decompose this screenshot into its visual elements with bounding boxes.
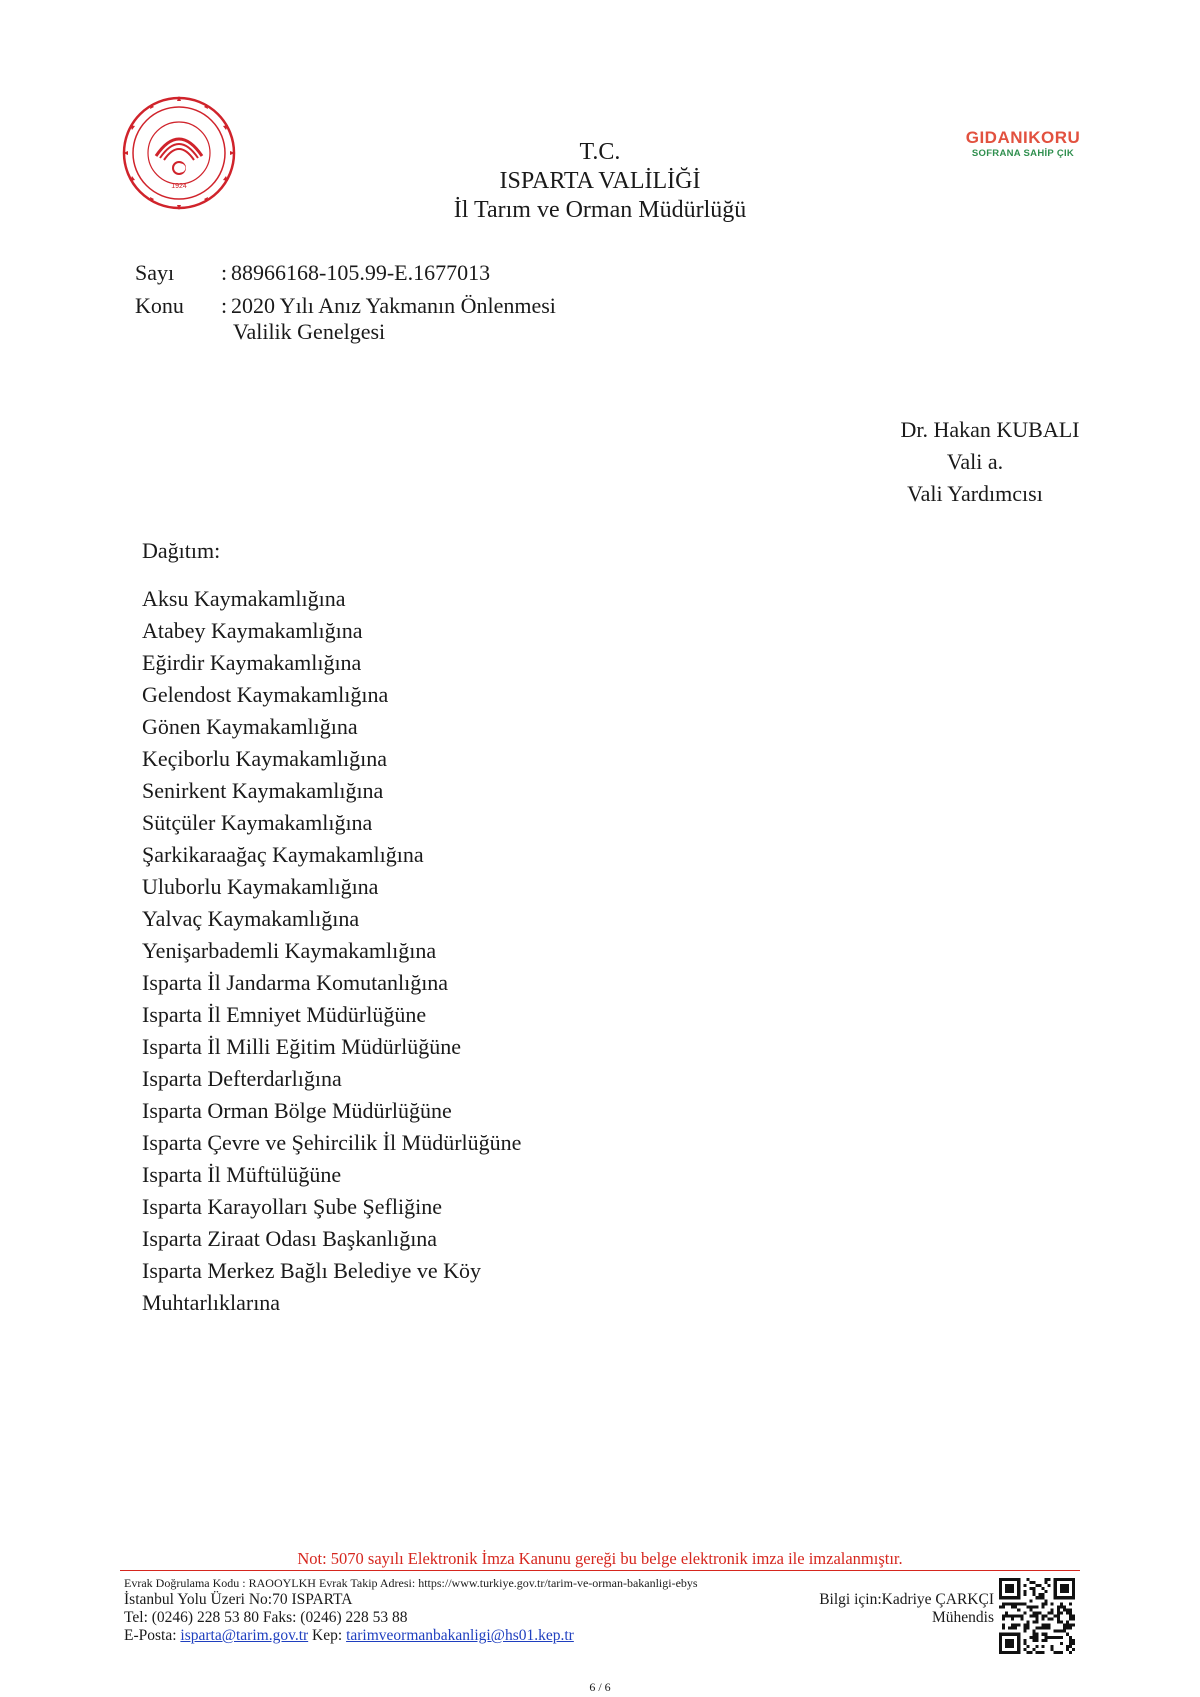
page-number: 6 / 6 <box>589 1680 611 1694</box>
header-tc: T.C. <box>579 139 621 165</box>
distribution-item: Uluborlu Kaymakamlığına <box>142 874 379 899</box>
gidani-koru-logo <box>958 128 1088 159</box>
distribution-item: Senirkent Kaymakamlığına <box>142 778 384 803</box>
distribution-item: Isparta Merkez Bağlı Belediye ve Köy <box>142 1258 482 1283</box>
footer-divider <box>120 1570 1080 1571</box>
verification-code: Evrak Doğrulama Kodu : RAOOYLKH Evrak Takip Adresi: https://www.turkiye.gov.tr/tarim-ve-orman-bakanligi-ebys <box>124 1576 698 1590</box>
gidani-koru-subtitle: SOFRANA SAHİP ÇIK <box>971 148 1075 159</box>
distribution-item: Sütçüler Kaymakamlığına <box>142 810 373 835</box>
ministry-seal-logo <box>122 96 236 210</box>
qr-code-icon <box>999 1578 1075 1654</box>
distribution-item: Gelendost Kaymakamlığına <box>142 682 389 707</box>
distribution-item: Isparta Orman Bölge Müdürlüğüne <box>142 1098 452 1123</box>
email-label: E-Posta: <box>124 1627 177 1644</box>
contact-person: Bilgi için:Kadriye ÇARKÇI <box>819 1591 994 1608</box>
phone-fax: Tel: (0246) 228 53 80 Faks: (0246) 228 53 88 <box>124 1609 408 1626</box>
distribution-list <box>142 583 702 1319</box>
sayi-value: 88966168-105.99-E.1677013 <box>231 260 491 285</box>
signer-role-1: Vali a. <box>946 449 1004 474</box>
sayi-label: Sayı <box>135 260 175 285</box>
distribution-item: Yalvaç Kaymakamlığına <box>142 906 360 931</box>
distribution-item: Isparta Ziraat Odası Başkanlığına <box>142 1226 438 1251</box>
signer-name: Dr. Hakan KUBALI <box>900 417 1080 442</box>
distribution-item: Muhtarlıklarına <box>142 1290 281 1315</box>
distribution-item: Keçiborlu Kaymakamlığına <box>142 746 387 771</box>
document-meta <box>135 260 751 345</box>
distribution-item: Atabey Kaymakamlığına <box>142 618 363 643</box>
sayi-row <box>135 260 751 286</box>
konu-value-line2: Valilik Genelgesi <box>233 319 386 344</box>
e-signature-note: Not: 5070 sayılı Elektronik İmza Kanunu gereği bu belge elektronik imza ile imzalanmıştır. <box>297 1549 903 1568</box>
distribution-item: Yenişarbademli Kaymakamlığına <box>142 938 437 963</box>
signature-block <box>850 414 1100 510</box>
distribution-title: Dağıtım: <box>142 538 221 563</box>
footer-row-phone <box>124 1609 994 1627</box>
distribution-item: Aksu Kaymakamlığına <box>142 586 346 611</box>
footer-row-email <box>124 1627 994 1645</box>
header-valilik: ISPARTA VALİLİĞİ <box>499 168 701 194</box>
distribution-item: Isparta Karayolları Şube Şefliğine <box>142 1194 442 1219</box>
email-link[interactable]: isparta@tarim.gov.tr <box>180 1627 309 1644</box>
distribution-item: Isparta İl Milli Eğitim Müdürlüğüne <box>142 1034 461 1059</box>
distribution-item: Gönen Kaymakamlığına <box>142 714 358 739</box>
contact-title: Mühendis <box>932 1609 994 1626</box>
distribution-item: Isparta Defterdarlığına <box>142 1066 342 1091</box>
distribution-item: Eğirdir Kaymakamlığına <box>142 650 362 675</box>
sayi-colon: : <box>221 260 228 285</box>
distribution-item: Şarkikaraağaç Kaymakamlığına <box>142 842 424 867</box>
address: İstanbul Yolu Üzeri No:70 ISPARTA <box>124 1591 353 1608</box>
konu-row <box>135 293 751 345</box>
distribution-item: Isparta İl Emniyet Müdürlüğüne <box>142 1002 427 1027</box>
konu-colon: : <box>221 293 228 318</box>
kep-link[interactable]: tarimveormanbakanligi@hs01.kep.tr <box>346 1627 574 1644</box>
distribution-item: Isparta İl Jandarma Komutanlığına <box>142 970 449 995</box>
seal-year: 1924 <box>171 183 187 190</box>
konu-value-line1: 2020 Yılı Anız Yakmanın Önlenmesi <box>231 293 556 318</box>
header-mudurluk: İl Tarım ve Orman Müdürlüğü <box>453 197 747 223</box>
signer-role-2: Vali Yardımcısı <box>907 481 1043 506</box>
distribution-item: Isparta İl Müftülüğüne <box>142 1162 342 1187</box>
konu-label: Konu <box>135 293 184 318</box>
gidani-koru-title: GIDANIKORU <box>965 128 1081 147</box>
document-header <box>300 138 900 225</box>
kep-label: Kep: <box>312 1627 343 1644</box>
konu-value <box>231 293 751 345</box>
distribution-item: Isparta Çevre ve Şehircilik İl Müdürlüğüne <box>142 1130 522 1155</box>
document-footer <box>124 1575 994 1645</box>
footer-row-address <box>124 1591 994 1609</box>
